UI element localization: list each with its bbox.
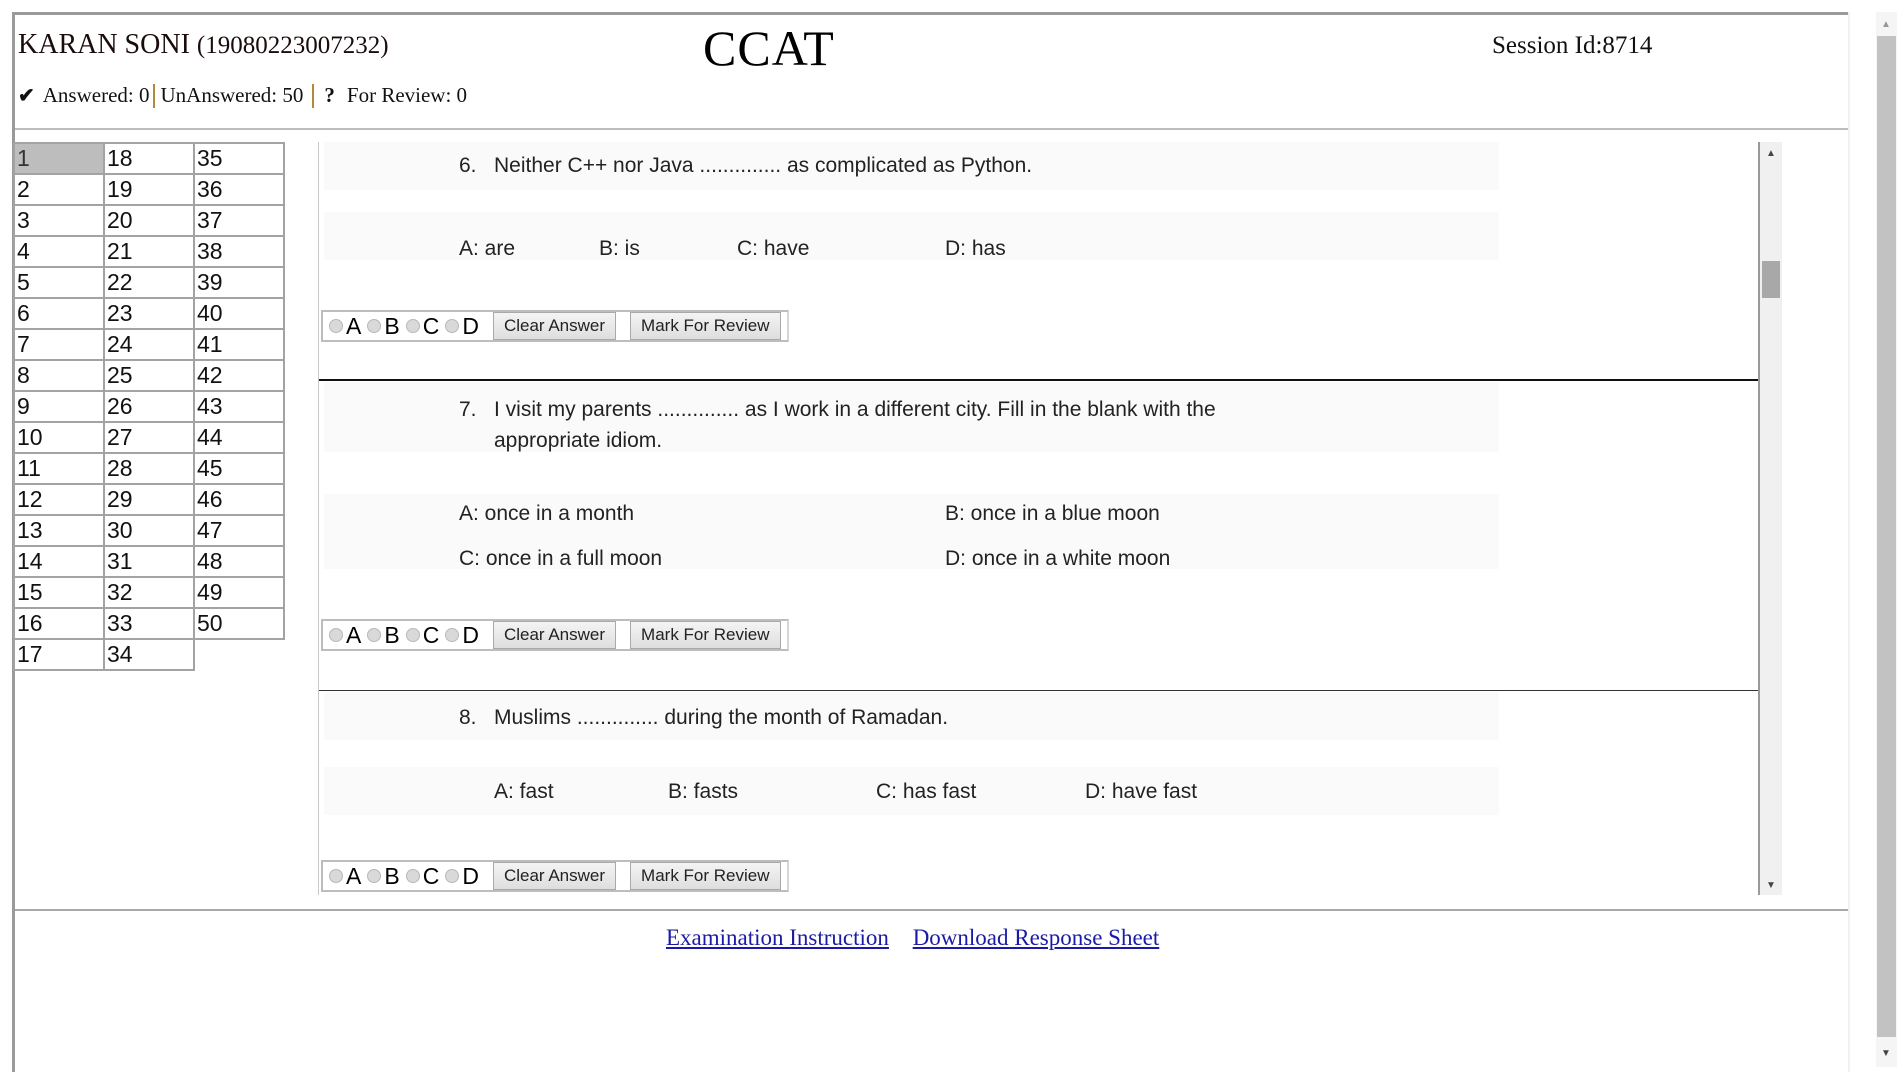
grid-row [14, 267, 284, 298]
question-number-cell[interactable]: 37 [194, 205, 284, 236]
grid-row [14, 546, 284, 577]
radio-circle-icon [329, 319, 343, 333]
option-b: B: fasts [668, 780, 739, 803]
radio-d[interactable] [445, 313, 479, 340]
radio-label: B [384, 621, 400, 648]
status-bar [18, 83, 467, 108]
radio-circle-icon [406, 869, 420, 883]
page-scrollbar[interactable] [1876, 12, 1897, 1067]
question-number: 8. [459, 706, 477, 729]
radio-a[interactable] [329, 622, 361, 649]
option-c: C: has fast [876, 780, 977, 803]
clear-answer-button[interactable]: Clear Answer [493, 862, 616, 890]
question-number-cell[interactable]: 26 [104, 391, 194, 422]
radio-a[interactable] [329, 863, 361, 890]
radio-label: C [422, 621, 440, 648]
radio-label: D [462, 312, 479, 339]
question-panel [318, 142, 1759, 895]
question-number-cell[interactable]: 43 [194, 391, 284, 422]
option-a: A: once in a month [459, 502, 635, 525]
question-number-cell[interactable]: 7 [14, 329, 104, 360]
option-d: D: have fast [1085, 780, 1198, 803]
scrollbar-thumb[interactable] [1762, 261, 1780, 298]
footer-links [666, 925, 1177, 951]
mark-for-review-button[interactable]: Mark For Review [630, 862, 780, 890]
radio-d[interactable] [445, 622, 479, 649]
separator [312, 84, 314, 108]
question-number-cell[interactable]: 32 [104, 577, 194, 608]
answer-bar [321, 310, 789, 342]
question-number-cell[interactable]: 44 [194, 422, 284, 453]
radio-label: A [346, 312, 362, 339]
grid-row [14, 143, 284, 174]
question-number: 7. [459, 398, 477, 421]
radio-label: B [384, 312, 400, 339]
question-number-cell[interactable]: 1 [14, 143, 104, 174]
scroll-up-arrow-icon[interactable]: ▲ [1766, 148, 1776, 159]
question-number-cell[interactable]: 30 [104, 515, 194, 546]
question-number-cell[interactable]: 47 [194, 515, 284, 546]
radio-circle-icon [329, 628, 343, 642]
question-number-cell[interactable]: 34 [104, 639, 194, 670]
question-number-cell[interactable]: 36 [194, 174, 284, 205]
question-number-grid [13, 142, 285, 671]
question-number-cell[interactable]: 14 [14, 546, 104, 577]
scroll-down-arrow-icon[interactable]: ▼ [1881, 1048, 1891, 1059]
candidate-id: (19080223007232) [196, 32, 389, 59]
scroll-down-arrow-icon[interactable]: ▼ [1766, 880, 1776, 891]
separator [153, 84, 155, 108]
question-number-cell[interactable]: 46 [194, 484, 284, 515]
grid-row [14, 484, 284, 515]
radio-label: D [462, 862, 479, 889]
answered-count: Answered: 0 [42, 83, 150, 107]
question-number-cell[interactable]: 18 [104, 143, 194, 174]
grid-empty-cell [194, 639, 284, 670]
question-number-cell[interactable]: 23 [104, 298, 194, 329]
radio-label: B [384, 862, 400, 889]
session-id: Session Id:8714 [1492, 32, 1653, 59]
scroll-up-arrow-icon[interactable]: ▲ [1881, 19, 1891, 30]
question-number-cell[interactable]: 17 [14, 639, 104, 670]
question-icon: ? [324, 83, 335, 107]
question-number-cell[interactable]: 19 [104, 174, 194, 205]
radio-a[interactable] [329, 313, 361, 340]
question-panel-scrollbar[interactable] [1758, 142, 1782, 895]
question-number-cell[interactable]: 33 [104, 608, 194, 639]
question-number-cell[interactable]: 49 [194, 577, 284, 608]
option-d: D: has [945, 237, 1006, 260]
answer-bar [321, 860, 789, 892]
question-number-cell[interactable]: 41 [194, 329, 284, 360]
question-block-6 [319, 142, 1759, 378]
question-number-cell[interactable]: 12 [14, 484, 104, 515]
mark-for-review-button[interactable]: Mark For Review [630, 621, 780, 649]
candidate-name: KARAN SONI [18, 29, 190, 60]
question-number-cell[interactable]: 15 [14, 577, 104, 608]
radio-label: C [422, 862, 440, 889]
question-number-cell[interactable]: 28 [104, 453, 194, 484]
question-body: Muslims .............. during the month of Ramadan. [494, 706, 949, 729]
option-b: B: is [599, 237, 640, 260]
question-block-7 [319, 382, 1759, 690]
question-body: Neither C++ nor Java .............. as complicated as Python. [494, 154, 1033, 177]
check-icon: ✔ [18, 85, 35, 107]
grid-row [14, 205, 284, 236]
question-number-cell[interactable]: 21 [104, 236, 194, 267]
frame-edge [1848, 12, 1850, 1072]
radio-d[interactable] [445, 863, 479, 890]
grid-row [14, 515, 284, 546]
question-number-cell[interactable]: 2 [14, 174, 104, 205]
option-c: C: have [737, 237, 810, 260]
answer-bar [321, 619, 789, 651]
question-block-8 [319, 692, 1759, 895]
review-count: For Review: 0 [346, 83, 468, 107]
radio-circle-icon [406, 319, 420, 333]
question-number: 6. [459, 154, 477, 177]
clear-answer-button[interactable]: Clear Answer [493, 312, 616, 340]
radio-circle-icon [445, 319, 459, 333]
question-number-cell[interactable]: 3 [14, 205, 104, 236]
radio-circle-icon [445, 869, 459, 883]
grid-row [14, 329, 284, 360]
grid-row [14, 298, 284, 329]
grid-row [14, 236, 284, 267]
radio-circle-icon [406, 628, 420, 642]
question-number-cell[interactable]: 50 [194, 608, 284, 639]
scrollbar-thumb[interactable] [1877, 36, 1896, 1037]
grid-row [14, 422, 284, 453]
grid-row [14, 174, 284, 205]
radio-circle-icon [329, 869, 343, 883]
clear-answer-button[interactable]: Clear Answer [493, 621, 616, 649]
candidate-info [18, 29, 389, 61]
question-divider [319, 379, 1759, 381]
question-number-cell[interactable]: 25 [104, 360, 194, 391]
question-number-cell[interactable]: 40 [194, 298, 284, 329]
radio-b[interactable] [367, 622, 399, 649]
footer-divider [15, 909, 1848, 911]
question-number-cell[interactable]: 39 [194, 267, 284, 298]
question-body-cont: appropriate idiom. [494, 429, 663, 452]
question-number-cell[interactable]: 4 [14, 236, 104, 267]
question-text [459, 394, 1216, 456]
unanswered-count: UnAnswered: 50 [160, 83, 304, 107]
radio-label: A [346, 621, 362, 648]
radio-circle-icon [367, 319, 381, 333]
question-number-cell[interactable]: 8 [14, 360, 104, 391]
question-number-cell[interactable]: 20 [104, 205, 194, 236]
question-text [459, 702, 948, 733]
option-a: A: are [459, 237, 516, 260]
radio-circle-icon [367, 628, 381, 642]
question-number-cell[interactable]: 38 [194, 236, 284, 267]
option-a: A: fast [494, 780, 554, 803]
question-number-cell[interactable]: 48 [194, 546, 284, 577]
examination-instruction-link[interactable]: Examination Instruction [666, 925, 889, 950]
radio-label: C [422, 312, 440, 339]
question-number-cell[interactable]: 24 [104, 329, 194, 360]
question-number-cell[interactable]: 27 [104, 422, 194, 453]
download-response-sheet-link[interactable]: Download Response Sheet [912, 925, 1160, 950]
question-number-cell[interactable]: 42 [194, 360, 284, 391]
question-number-cell[interactable]: 45 [194, 453, 284, 484]
option-b: B: once in a blue moon [945, 502, 1160, 525]
question-number-cell[interactable]: 5 [14, 267, 104, 298]
question-text [459, 150, 1032, 181]
question-number-cell[interactable]: 13 [14, 515, 104, 546]
grid-row [14, 608, 284, 639]
question-divider [319, 690, 1759, 691]
question-body: I visit my parents .............. as I work in a different city. Fill in the blank with the [494, 398, 1216, 421]
radio-label: D [462, 621, 479, 648]
grid-row [14, 360, 284, 391]
radio-circle-icon [445, 628, 459, 642]
radio-b[interactable] [367, 863, 399, 890]
question-number-cell[interactable]: 31 [104, 546, 194, 577]
question-number-cell[interactable]: 10 [14, 422, 104, 453]
question-number-cell[interactable]: 11 [14, 453, 104, 484]
question-number-cell[interactable]: 29 [104, 484, 194, 515]
option-d: D: once in a white moon [945, 547, 1171, 570]
question-number-cell[interactable]: 22 [104, 267, 194, 298]
exam-title: CCAT [703, 20, 835, 76]
option-c: C: once in a full moon [459, 547, 663, 570]
question-number-cell[interactable]: 35 [194, 143, 284, 174]
grid-row [14, 639, 284, 670]
radio-c[interactable] [406, 313, 440, 340]
question-number-cell[interactable]: 16 [14, 608, 104, 639]
header [15, 15, 1848, 130]
grid-row [14, 453, 284, 484]
radio-circle-icon [367, 869, 381, 883]
grid-row [14, 577, 284, 608]
grid-row [14, 391, 284, 422]
radio-b[interactable] [367, 313, 399, 340]
question-number-cell[interactable]: 9 [14, 391, 104, 422]
question-number-cell[interactable]: 6 [14, 298, 104, 329]
radio-c[interactable] [406, 622, 440, 649]
mark-for-review-button[interactable]: Mark For Review [630, 312, 780, 340]
radio-c[interactable] [406, 863, 440, 890]
radio-label: A [346, 862, 362, 889]
